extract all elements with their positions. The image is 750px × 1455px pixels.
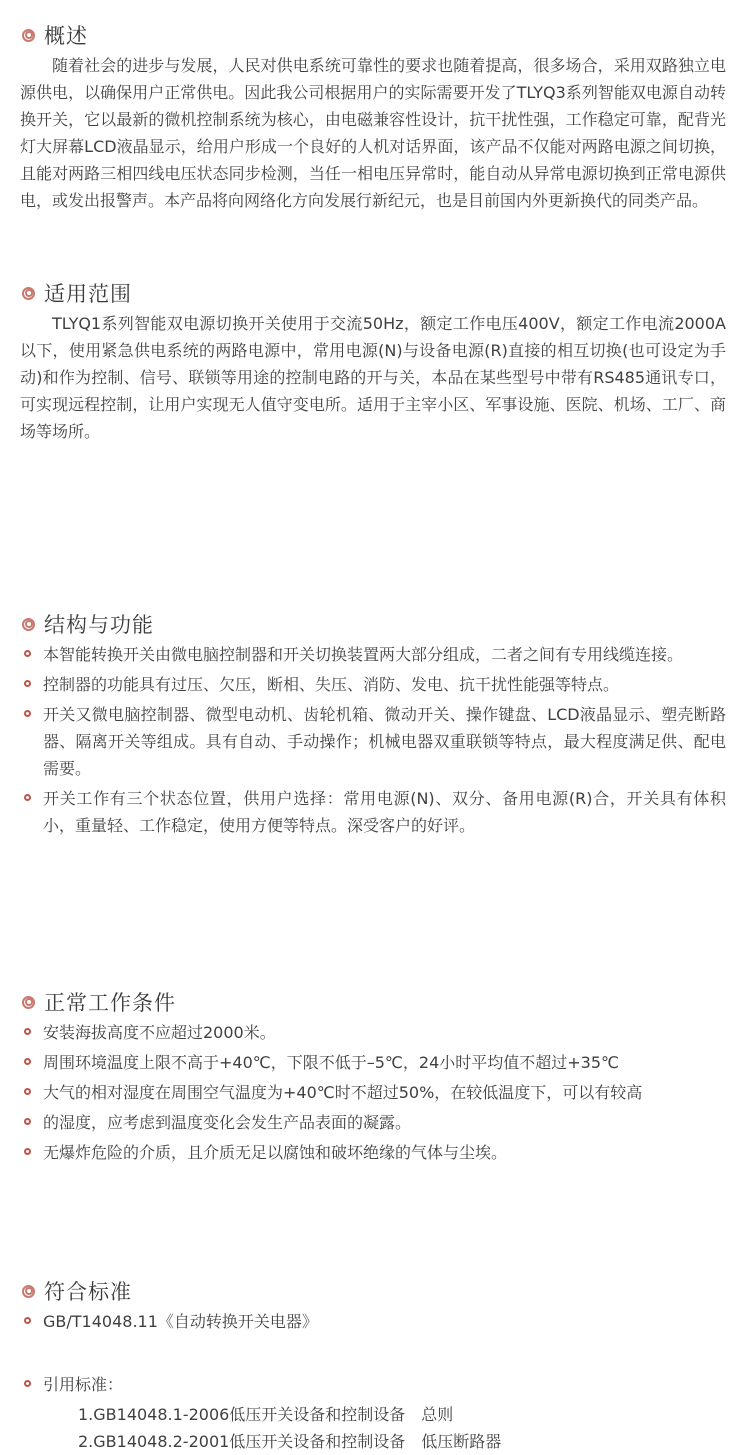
circle-bullet-icon <box>24 710 31 717</box>
circle-bullet-icon <box>24 1088 31 1095</box>
section-scope <box>20 278 726 445</box>
bullet-text: 周围环境温度上限不高于+40℃，下限不低于–5℃，24小时平均值不超过+35℃ <box>43 1053 619 1072</box>
section-structure <box>20 609 726 839</box>
section-standards <box>20 1276 726 1455</box>
bullet-text: 本智能转换开关由微电脑控制器和开关切换装置两大部分组成，二者之间有专用线缆连接。 <box>43 645 684 664</box>
section-paragraph: TLYQ1系列智能双电源切换开关使用于交流50Hz，额定工作电压400V，额定工作电流2000A以下，使用紧急供电系统的两路电源中，常用电源(N)与设备电源(R)直接的相互切换(也可设定为手动)和作为控制、信号、联锁等用途的控制电路的开与关，本品在某些型号中带有RS485通讯专口，可实现远程控制，让用户实现无人值守变电所。适用于主宰小区、军事设施、医院、机场、工厂、商场等场所。 <box>20 314 726 441</box>
bullet-text: 控制器的功能具有过压、欠压，断相、失压、消防、发电、抗干扰性能强等特点。 <box>43 675 620 694</box>
bullet-text: 开关工作有三个状态位置，供用户选择：常用电源(N)、双分、备用电源(R)合，开关具有体积小，重量轻、工作稳定，使用方便等特点。深受客户的好评。 <box>43 789 726 835</box>
list-item <box>24 671 726 698</box>
double-circle-icon <box>22 287 35 300</box>
list-item <box>24 785 726 839</box>
section-heading <box>20 278 726 308</box>
circle-bullet-icon <box>24 1028 31 1035</box>
bullet-text: 的湿度，应考虑到温度变化会发生产品表面的凝露。 <box>43 1113 412 1132</box>
list-item <box>24 1019 726 1046</box>
circle-bullet-icon <box>24 794 31 801</box>
circle-bullet-icon <box>24 1118 31 1125</box>
bullet-text: 安装海拔高度不应超过2000米。 <box>43 1023 276 1042</box>
bullet-text: GB/T14048.11《自动转换开关电器》 <box>43 1312 318 1331</box>
section-title: 符合标准 <box>44 1280 132 1304</box>
section-title: 正常工作条件 <box>44 991 176 1015</box>
list-item <box>24 1109 726 1136</box>
list-item <box>24 641 726 668</box>
circle-bullet-icon <box>24 1148 31 1155</box>
list-item <box>24 1308 726 1335</box>
double-circle-icon <box>22 1285 35 1298</box>
list-item <box>24 1049 726 1076</box>
double-circle-icon <box>22 996 35 1009</box>
list-item <box>24 701 726 782</box>
list-item <box>24 1139 726 1166</box>
reference-line: 1.GB14048.1-2006低压开关设备和控制设备 总则 <box>78 1405 454 1424</box>
circle-bullet-icon <box>24 650 31 657</box>
bullet-text: 大气的相对湿度在周围空气温度为+40℃时不超过50%，在较低温度下，可以有较高 <box>43 1083 643 1102</box>
circle-bullet-icon <box>24 1380 31 1387</box>
section-heading <box>20 1276 726 1306</box>
section-title: 结构与功能 <box>44 613 154 637</box>
double-circle-icon <box>22 618 35 631</box>
double-circle-icon <box>22 29 35 42</box>
list-item <box>24 1371 726 1398</box>
section-heading <box>20 20 726 50</box>
section-heading <box>20 609 726 639</box>
section-conditions <box>20 987 726 1166</box>
section-title: 适用范围 <box>44 282 132 306</box>
circle-bullet-icon <box>24 1317 31 1324</box>
section-title: 概述 <box>44 24 88 48</box>
section-heading <box>20 987 726 1017</box>
bullet-text: 无爆炸危险的介质，且介质无足以腐蚀和破坏绝缘的气体与尘埃。 <box>43 1143 508 1162</box>
bullet-text: 开关又微电脑控制器、微型电动机、齿轮机箱、微动开关、操作键盘、LCD液晶显示、塑壳断路器、隔离开关等组成。具有自动、手动操作；机械电器双重联锁等特点，最大程度满足供、配电需要。 <box>43 705 726 778</box>
circle-bullet-icon <box>24 680 31 687</box>
list-item <box>24 1079 726 1106</box>
section-paragraph: 随着社会的进步与发展，人民对供电系统可靠性的要求也随着提高，很多场合，采用双路独立电源供电，以确保用户正常供电。因此我公司根据用户的实际需要开发了TLYQ3系列智能双电源自动转换开关，它以最新的微机控制系统为核心，由电磁兼容性设计，抗干扰性强，工作稳定可靠，配背光灯大屏幕LCD液晶显示，给用户形成一个良好的人机对话界面，该产品不仅能对两路电源之间切换，且能对两路三相四线电压状态同步检测，当任一相电压异常时，能自动从异常电源切换到正常电源供电，或发出报警声。本产品将向网络化方向发展行新纪元，也是目前国内外更新换代的同类产品。 <box>20 56 726 210</box>
circle-bullet-icon <box>24 1058 31 1065</box>
section-overview <box>20 20 726 214</box>
reference-line: 2.GB14048.2-2001低压开关设备和控制设备 低压断路器 <box>78 1432 502 1451</box>
bullet-text: 引用标准： <box>43 1375 124 1394</box>
